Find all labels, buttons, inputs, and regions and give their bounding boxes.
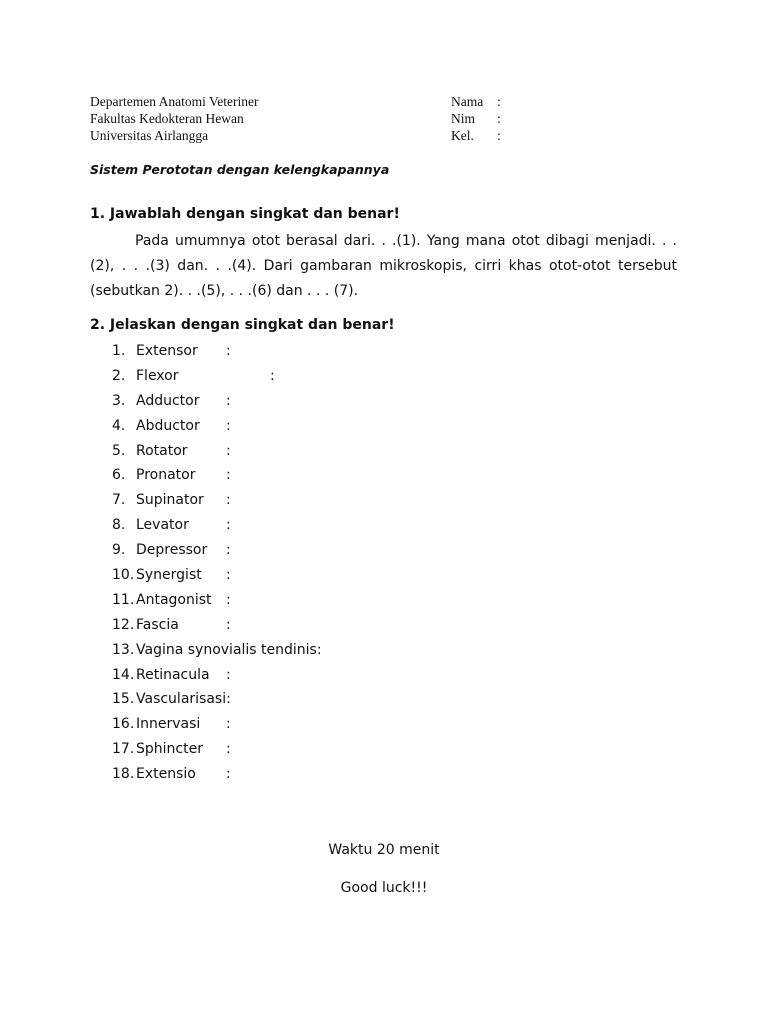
group-label: Kel. [451,128,474,143]
document-title: Sistem Perototan dengan kelengkapannya [90,162,390,177]
list-item [112,565,322,590]
student-info-block [451,93,501,144]
item-number: 13. [112,641,135,658]
name-sep: : [497,94,501,109]
item-term: Rotator [136,442,188,459]
item-sep: : [226,666,231,683]
item-sep: : [226,542,231,559]
item-number: 14. [112,666,135,683]
list-item [112,739,322,764]
item-term: Antagonist [136,591,212,608]
item-term: Flexor [136,367,179,384]
list-item [112,490,322,515]
term-list [112,341,322,789]
university-name: Universitas Airlangga [90,128,209,143]
list-item [112,689,322,714]
item-number: 15. [112,691,135,708]
name-field-row [451,93,501,110]
list-item [112,540,322,565]
item-term: Fascia [136,616,179,633]
list-item [112,640,322,665]
item-term: Adductor [136,392,200,409]
list-item [112,515,322,540]
list-item [112,416,322,441]
item-sep: : [226,442,231,459]
item-number: 9. [112,542,126,559]
department-name: Departemen Anatomi Veteriner [90,94,259,109]
item-number: 2. [112,367,126,384]
item-term: Retinacula [136,666,210,683]
list-item [112,366,322,391]
item-sep: : [270,367,275,384]
item-term: Extensio [136,766,196,783]
item-term: Synergist [136,567,202,584]
closing-message: Good luck!!! [340,880,428,896]
nim-sep: : [497,111,501,126]
item-term: Levator [136,517,189,534]
item-number: 8. [112,517,126,534]
faculty-name: Fakultas Kedokteran Hewan [90,111,244,126]
item-sep: : [226,517,231,534]
list-item [112,590,322,615]
group-field-row [451,127,501,144]
item-sep: : [316,641,322,658]
item-sep: : [226,741,231,758]
item-number: 3. [112,392,126,409]
item-number: 1. [112,343,126,359]
question-1-text: Pada umumnya otot berasal dari. . .(1). Yang mana otot dibagi menjadi. . . (2), . . .(3) dan. . .(4). Dari gambaran mikroskopis, cirri khas otot-otot tersebut (sebutkan 2). . .(5), . . .(6) dan . . . (7). [90,233,677,299]
list-item [112,341,322,366]
item-sep: : [226,492,231,509]
list-item [112,714,322,739]
item-term: Abductor [136,417,200,434]
item-number: 10. [112,567,135,584]
item-term: Vascularisasi [136,691,227,708]
institution-block [90,93,258,144]
item-term: Innervasi [136,716,201,733]
group-sep: : [497,128,501,143]
name-label: Nama [451,94,484,109]
nim-field-row [451,110,501,127]
item-sep: : [226,766,231,783]
item-sep: : [226,417,231,434]
item-term: Pronator [136,467,196,484]
item-sep: : [226,691,231,708]
item-term: Vagina synovialis tendinis [136,641,317,658]
list-item [112,665,322,690]
item-sep: : [226,567,231,584]
item-number: 12. [112,616,135,633]
item-term: Depressor [136,542,208,559]
question-1-heading: 1. Jawablah dengan singkat dan benar! [90,206,400,222]
item-sep: : [226,591,231,608]
list-item [112,764,322,789]
list-item [112,391,322,416]
item-sep: : [226,467,231,484]
item-number: 5. [112,442,126,459]
item-sep: : [226,343,231,359]
item-number: 7. [112,492,126,509]
item-term: Supinator [136,492,204,509]
item-sep: : [226,392,231,409]
item-sep: : [226,716,231,733]
item-number: 17. [112,741,135,758]
list-item [112,465,322,490]
question-2-heading: 2. Jelaskan dengan singkat dan benar! [90,317,395,333]
item-sep: : [226,616,231,633]
list-item [112,615,322,640]
item-number: 6. [112,467,126,484]
item-number: 18. [112,766,135,783]
nim-label: Nim [451,111,476,126]
list-item [112,441,322,466]
item-term: Extensor [136,343,198,359]
item-term: Sphincter [136,741,203,758]
item-number: 16. [112,716,135,733]
item-number: 11. [112,591,135,608]
time-limit: Waktu 20 menit [328,842,440,858]
item-number: 4. [112,417,126,434]
